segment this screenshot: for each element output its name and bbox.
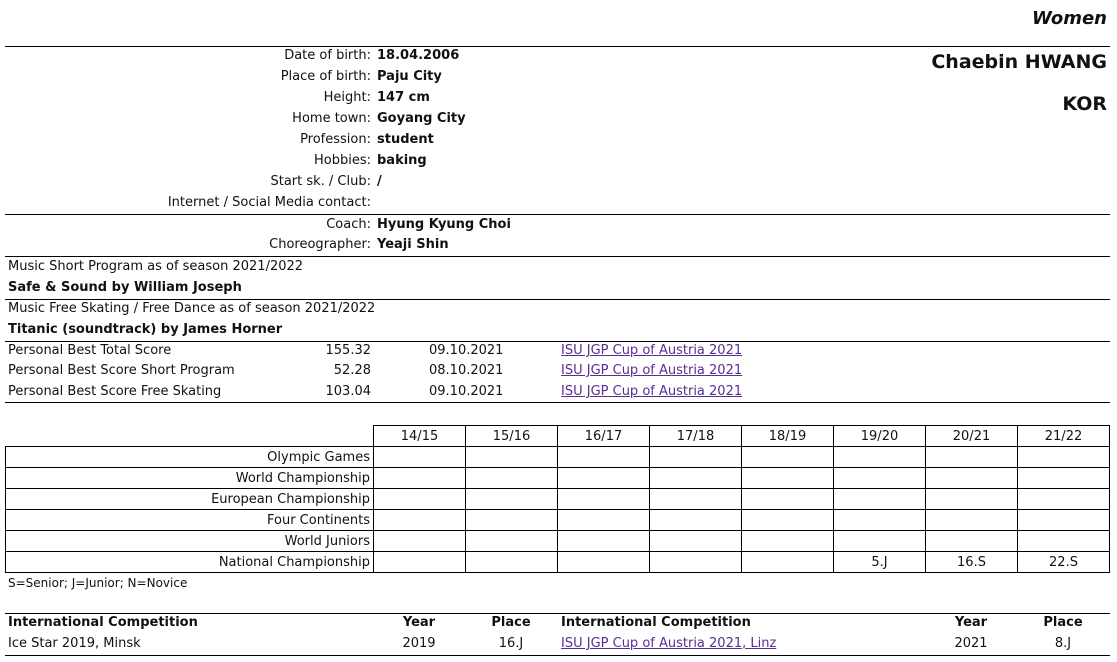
result-cell	[926, 531, 1018, 552]
level-legend: S=Senior; J=Junior; N=Novice	[8, 576, 188, 590]
season-header: 14/15	[374, 426, 466, 447]
pb-score: 155.32	[325, 343, 371, 358]
bio-value: Goyang City	[377, 111, 466, 126]
music-free-label: Music Free Skating / Free Dance as of season 2021/2022	[8, 301, 376, 316]
result-cell	[926, 468, 1018, 489]
pb-date: 08.10.2021	[429, 363, 504, 378]
competition-year: 2019	[402, 636, 436, 651]
result-cell	[1018, 468, 1110, 489]
bio-label: Profession:	[300, 132, 371, 147]
bio-value: Paju City	[377, 69, 442, 84]
bio-label: Start sk. / Club:	[270, 174, 371, 189]
result-cell	[374, 510, 466, 531]
divider	[5, 256, 1110, 257]
competition-name: Ice Star 2019, Minsk	[8, 636, 141, 651]
result-cell	[374, 468, 466, 489]
pb-date: 09.10.2021	[429, 343, 504, 358]
table-row	[6, 552, 1110, 573]
result-cell	[374, 531, 466, 552]
season-header: 17/18	[650, 426, 742, 447]
season-header: 15/16	[466, 426, 558, 447]
competition-header: International Competition	[8, 615, 198, 630]
result-cell	[650, 468, 742, 489]
championship-name: World Juniors	[6, 531, 374, 552]
competition-place: 8.J	[1054, 636, 1072, 651]
table-row	[6, 531, 1110, 552]
result-cell	[466, 531, 558, 552]
result-cell: 5.J	[834, 552, 926, 573]
result-cell	[650, 531, 742, 552]
coach-label: Coach:	[326, 217, 371, 232]
season-header-row	[6, 426, 1110, 447]
result-cell	[650, 510, 742, 531]
skater-name: Chaebin HWANG	[931, 51, 1107, 73]
result-cell	[466, 468, 558, 489]
bio-label: Internet / Social Media contact:	[167, 195, 371, 210]
season-header: 21/22	[1018, 426, 1110, 447]
result-cell	[926, 510, 1018, 531]
bio-value: student	[377, 132, 434, 147]
season-header: 16/17	[558, 426, 650, 447]
bio-label: Height:	[323, 90, 371, 105]
bio-label: Home town:	[292, 111, 371, 126]
championship-name: Four Continents	[6, 510, 374, 531]
result-cell	[650, 552, 742, 573]
competition-year: 2021	[954, 636, 988, 651]
result-cell	[834, 489, 926, 510]
pb-label: Personal Best Score Free Skating	[8, 384, 222, 399]
pb-event-link[interactable]: ISU JGP Cup of Austria 2021	[561, 343, 743, 358]
result-cell	[466, 510, 558, 531]
result-cell	[1018, 489, 1110, 510]
competition-place: 16.J	[498, 636, 524, 651]
place-header: Place	[1043, 615, 1083, 630]
result-cell	[834, 447, 926, 468]
result-cell	[466, 447, 558, 468]
result-cell	[558, 468, 650, 489]
championship-results-table	[5, 425, 1110, 573]
result-cell	[834, 468, 926, 489]
bio-label: Hobbies:	[314, 153, 371, 168]
result-cell	[466, 489, 558, 510]
result-cell	[558, 489, 650, 510]
music-short-label: Music Short Program as of season 2021/2022	[8, 259, 304, 274]
pb-date: 09.10.2021	[429, 384, 504, 399]
coach-value: Hyung Kyung Choi	[377, 217, 511, 232]
table-row	[6, 489, 1110, 510]
table-row	[6, 510, 1110, 531]
championship-name: European Championship	[6, 489, 374, 510]
result-cell	[466, 552, 558, 573]
music-free-value: Titanic (soundtrack) by James Horner	[8, 322, 283, 337]
result-cell	[374, 489, 466, 510]
season-header: 19/20	[834, 426, 926, 447]
divider	[5, 341, 1110, 342]
season-header: 20/21	[926, 426, 1018, 447]
skater-nation: KOR	[1062, 93, 1107, 115]
result-cell	[1018, 447, 1110, 468]
result-cell: 16.S	[926, 552, 1018, 573]
result-cell	[558, 531, 650, 552]
competition-link[interactable]: ISU JGP Cup of Austria 2021, Linz	[561, 636, 777, 651]
result-cell	[834, 510, 926, 531]
bio-label: Place of birth:	[280, 69, 371, 84]
divider	[5, 613, 1110, 614]
bio-value: 147 cm	[377, 90, 430, 105]
result-cell	[742, 468, 834, 489]
championship-name: World Championship	[6, 468, 374, 489]
result-cell	[834, 531, 926, 552]
result-cell	[558, 447, 650, 468]
divider	[5, 402, 1110, 403]
table-row	[6, 447, 1110, 468]
year-header: Year	[402, 615, 436, 630]
result-cell	[558, 552, 650, 573]
place-header: Place	[491, 615, 531, 630]
result-cell	[926, 447, 1018, 468]
championship-name: National Championship	[6, 552, 374, 573]
result-cell	[742, 447, 834, 468]
category-title: Women	[1031, 8, 1107, 29]
divider	[5, 299, 1110, 300]
choreographer-value: Yeaji Shin	[377, 237, 449, 252]
result-cell	[374, 447, 466, 468]
result-cell	[742, 510, 834, 531]
bio-value: baking	[377, 153, 427, 168]
result-cell	[374, 552, 466, 573]
pb-label: Personal Best Score Short Program	[8, 363, 235, 378]
competition-header: International Competition	[561, 615, 751, 630]
bio-value: 18.04.2006	[377, 48, 460, 63]
pb-event-link[interactable]: ISU JGP Cup of Austria 2021	[561, 384, 743, 399]
header-blank	[6, 426, 374, 447]
pb-label: Personal Best Total Score	[8, 343, 172, 358]
result-cell	[558, 510, 650, 531]
divider	[5, 214, 1110, 215]
result-cell	[742, 552, 834, 573]
bio-value: /	[377, 174, 382, 189]
bio-label: Date of birth:	[284, 48, 371, 63]
result-cell	[650, 489, 742, 510]
divider	[5, 655, 1110, 656]
result-cell	[926, 489, 1018, 510]
result-cell	[1018, 510, 1110, 531]
result-cell	[1018, 531, 1110, 552]
choreographer-label: Choreographer:	[269, 237, 371, 252]
music-short-value: Safe & Sound by William Joseph	[8, 280, 242, 295]
result-cell	[742, 531, 834, 552]
championship-name: Olympic Games	[6, 447, 374, 468]
table-row	[6, 468, 1110, 489]
result-cell	[650, 447, 742, 468]
pb-score: 103.04	[325, 384, 371, 399]
pb-score: 52.28	[333, 363, 371, 378]
divider	[5, 46, 1110, 47]
pb-event-link[interactable]: ISU JGP Cup of Austria 2021	[561, 363, 743, 378]
result-cell	[742, 489, 834, 510]
season-header: 18/19	[742, 426, 834, 447]
year-header: Year	[954, 615, 988, 630]
result-cell: 22.S	[1018, 552, 1110, 573]
